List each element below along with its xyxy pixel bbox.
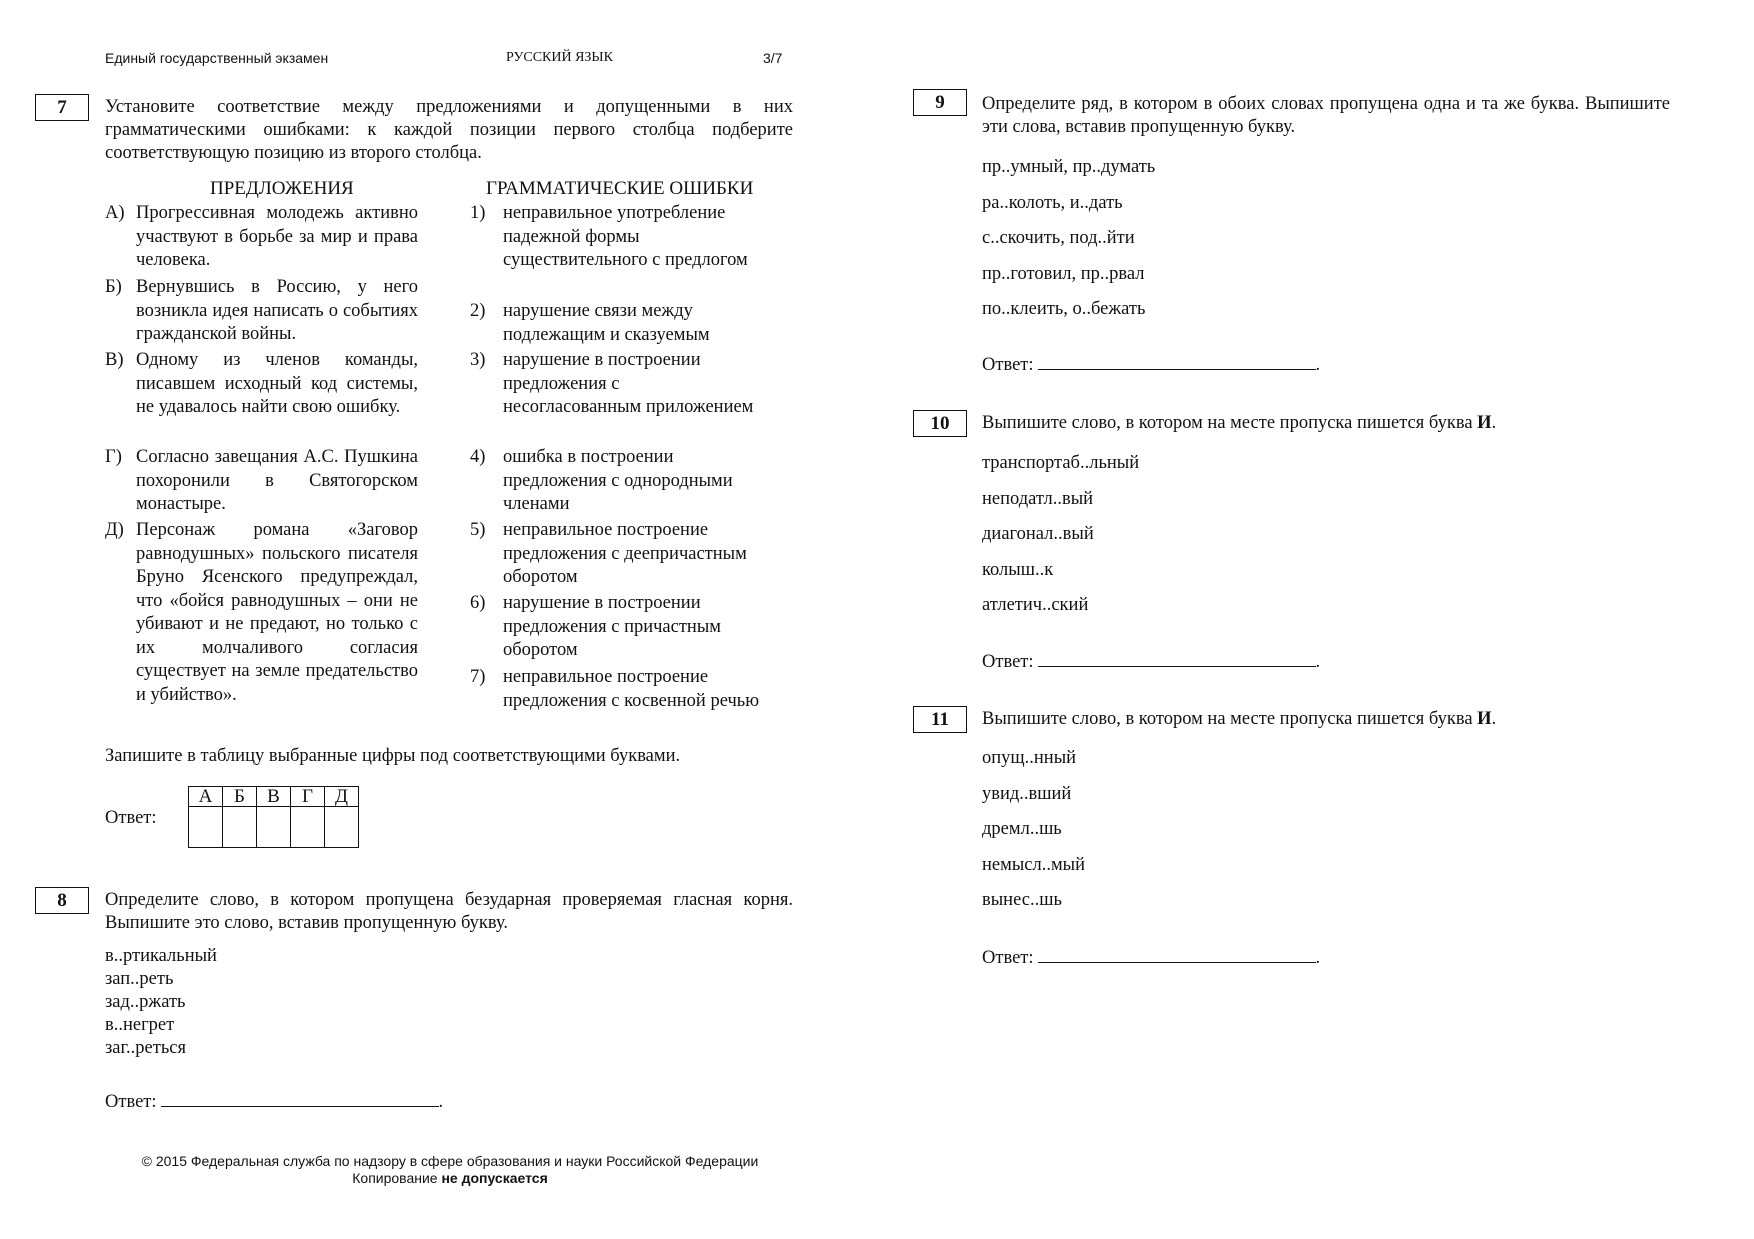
sentence-label: А) [105,203,125,223]
word-option: колыш..к [982,559,1054,580]
word-option: опущ..нный [982,748,1077,768]
error-4 [470,446,760,517]
task-11-instruction: Выпишите слово, в котором на месте пропуска пишется буква [982,709,1473,729]
task-8-text: Определите слово, в котором пропущена безударная проверяемая гласная корня. Выпишите это слово, вставив пропущенную букву. [105,890,793,933]
word-option: увид..вший [982,783,1072,804]
sentence-text: Персонаж романа «Заговор равнодушных» польского писателя Бруно Ясенского предупреждал, что «бойся равнодушных – они не убивают и не предают, но только с их молчаливого согласия существует на земле предательство и убийство». [136,520,418,705]
word-option: ра..колоть, и..дать [982,192,1123,213]
word-option: заг..реться [105,1038,186,1058]
task-8-number: 8 [35,887,89,914]
error-text: неправильное построение предложения с косвенной речью [503,667,760,711]
word-option: немысл..мый [982,854,1085,875]
sentence-d [105,519,418,707]
answer-table-header: Г [291,787,325,807]
task-7-text: Установите соответствие между предложениями и допущенными в них грамматическими ошибками: к каждой позиции первого столбца подберите соответствующую позицию из второго столбца. [105,97,793,163]
task-9-text: Определите ряд, в котором в обоих словах пропущена одна и та же буква. Выпишите эти слова, вставив пропущенную букву. [982,94,1670,137]
sentence-text: Одному из членов команды, писавшем исходный код системы, не удавалось найти свою ошибку. [136,350,418,417]
footer-copyright: © 2015 Федеральная служба по надзору в сфере образования и науки Российской Федерации [141,1153,759,1169]
answer-cell-d[interactable] [325,807,359,848]
task-11-answer [982,946,1320,969]
answer-blank[interactable] [1038,650,1316,667]
task-11-period: . [1491,709,1497,729]
task-9-answer [982,353,1320,376]
word-option: диагонал..вый [982,524,1094,544]
task-8-options [105,945,217,1060]
answer-table-header: Б [223,787,257,807]
sentences-column-title: ПРЕДЛОЖЕНИЯ [210,178,354,199]
error-label: 2) [470,301,486,321]
task-10-instruction: Выпишите слово, в котором на месте пропуска пишется буква [982,413,1473,433]
word-option: с..скочить, под..йти [982,228,1135,248]
task-10-number: 10 [913,410,967,437]
task-10-letter: И [1477,413,1492,433]
sentence-label: Б) [105,277,122,297]
error-text: неправильное построение предложения с деепричастным оборотом [503,520,747,587]
task-7-number: 7 [35,94,89,121]
error-1 [470,202,760,273]
word-option: атлетич..ский [982,595,1089,615]
answer-period: . [1315,948,1321,968]
word-option: в..негрет [105,1015,175,1035]
sentence-text: Согласно завещания А.С. Пушкина похоронили в Святогорском монастыре. [136,447,418,514]
errors-column-title: ГРАММАТИЧЕСКИЕ ОШИБКИ [486,178,754,199]
sentence-label: В) [105,350,124,370]
sentence-label: Г) [105,447,122,467]
answer-cell-g[interactable] [291,807,325,848]
answer-table-header: А [189,787,223,807]
sentence-a [105,202,418,273]
word-option: пр..готовил, пр..рвал [982,263,1145,284]
header-page-number: 3/7 [763,50,783,66]
answer-period: . [1315,652,1321,672]
error-label: 1) [470,203,486,223]
answer-cell-v[interactable] [257,807,291,848]
task-11-number: 11 [913,706,967,733]
task-10-period: . [1491,413,1497,433]
task-10-answer [982,650,1320,673]
header-exam-title: Единый государственный экзамен [105,50,329,66]
error-7 [470,666,760,713]
sentence-b [105,276,418,347]
answer-label: Ответ: [982,355,1034,375]
error-2 [470,300,760,347]
task-8-answer [105,1090,443,1113]
error-label: 3) [470,350,486,370]
error-text: ошибка в построении предложения с однородными членами [503,447,733,514]
answer-period: . [438,1092,444,1112]
error-label: 7) [470,667,486,687]
footer-copy-prefix: Копирование [352,1170,438,1186]
word-option: по..клеить, о..бежать [982,299,1146,319]
footer [90,1153,810,1187]
task-7-instruction: Запишите в таблицу выбранные цифры под соответствующими буквами. [105,746,681,766]
error-text: неправильное употребление падежной формы существительного с предлогом [503,203,748,270]
error-text: нарушение в построении предложения с несогласованным приложением [503,350,754,417]
task-9-number: 9 [913,89,967,116]
sentence-v [105,349,418,420]
word-option: зад..ржать [105,992,186,1012]
answer-table [188,786,359,848]
word-option: вынес..шь [982,890,1062,910]
answer-label: Ответ: [982,652,1034,672]
word-option: зап..реть [105,969,174,989]
error-6 [470,592,760,663]
sentence-label: Д) [105,520,124,540]
answer-period: . [1315,355,1321,375]
error-3 [470,349,760,420]
answer-blank[interactable] [1038,353,1316,370]
error-5 [470,519,760,590]
answer-table-header: Д [325,787,359,807]
error-label: 6) [470,593,486,613]
task-7-answer-label: Ответ: [105,808,157,828]
header-subject: РУССКИЙ ЯЗЫК [506,50,613,65]
word-option: пр..умный, пр..думать [982,157,1156,177]
error-text: нарушение связи между подлежащим и сказуемым [503,301,710,345]
word-option: в..ртикальный [105,946,217,966]
answer-cell-a[interactable] [189,807,223,848]
task-11-letter: И [1477,709,1492,729]
footer-copy-bold: не допускается [441,1170,548,1186]
answer-label: Ответ: [105,1092,157,1112]
task-9-options [982,150,1155,328]
word-option: транспортаб..льный [982,453,1140,473]
sentence-text: Вернувшись в Россию, у него возникла идея написать о событиях гражданской войны. [136,277,418,344]
answer-cell-b[interactable] [223,807,257,848]
answer-label: Ответ: [982,948,1034,968]
error-label: 4) [470,447,486,467]
footer-copy-notice [90,1170,810,1187]
task-10-text [982,413,1496,434]
word-option: дремл..шь [982,819,1062,839]
sentence-g [105,446,418,517]
task-11-options [982,741,1085,919]
task-10-options [982,446,1139,624]
error-text: нарушение в построении предложения с причастным оборотом [503,593,721,660]
error-label: 5) [470,520,486,540]
word-option: неподатл..вый [982,488,1094,509]
answer-blank[interactable] [1038,946,1316,963]
answer-blank[interactable] [161,1090,439,1107]
task-11-text [982,709,1496,730]
sentence-text: Прогрессивная молодежь активно участвуют в борьбе за мир и права человека. [136,203,418,270]
answer-table-header: В [257,787,291,807]
